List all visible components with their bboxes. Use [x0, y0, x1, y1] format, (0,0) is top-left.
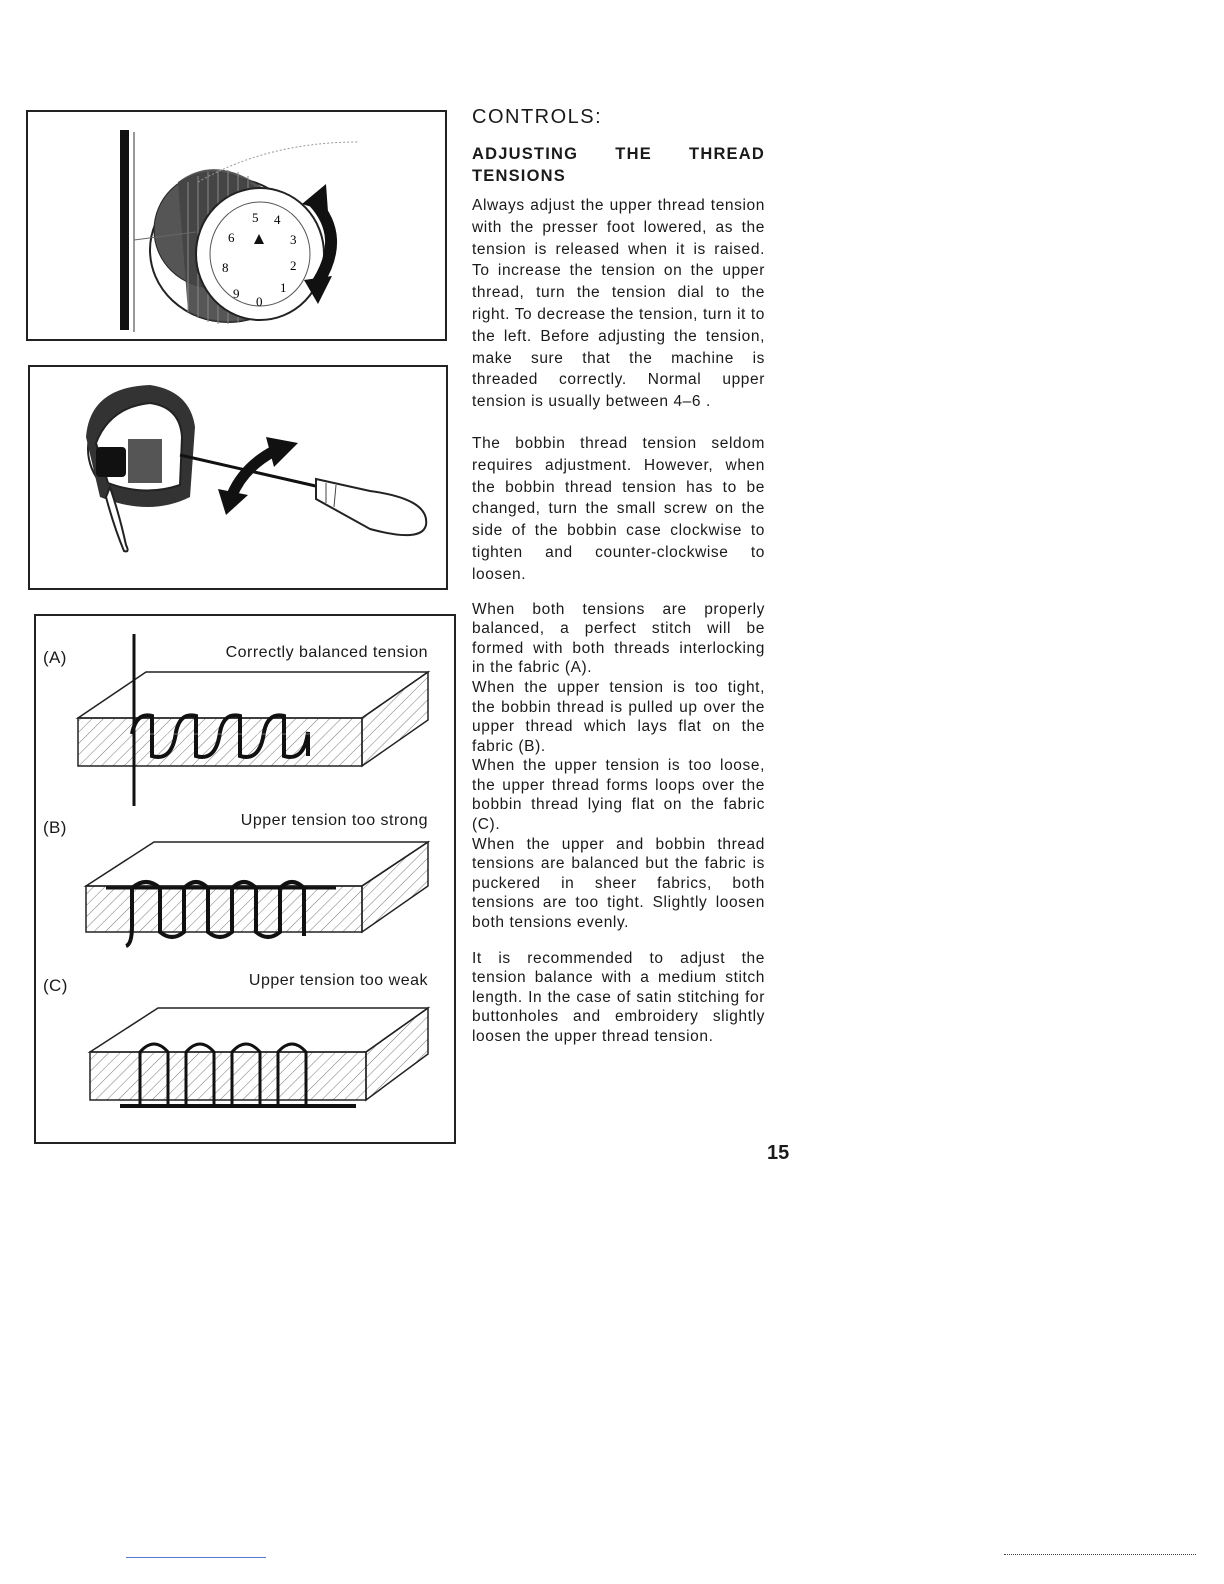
diagram-b-label: (B) — [43, 818, 67, 837]
paragraph-too-tight: When the upper tension is too tight, the bobbin thread is pulled up over the upper thread which lays flat on the fabric (B). — [472, 678, 765, 755]
subheading-line-2: TENSIONS — [472, 167, 566, 185]
dial-number: 6 — [228, 230, 235, 245]
bottom-rule-left — [126, 1557, 266, 1558]
bottom-rule-right — [1004, 1554, 1196, 1555]
tension-diagrams-figure — [34, 614, 456, 1144]
diagram-b-caption: Upper tension too strong — [240, 812, 428, 829]
diagram-a-fabric — [78, 634, 428, 806]
section-heading: CONTROLS: — [472, 106, 603, 128]
dial-number: 0 — [256, 294, 263, 309]
paragraph-puckered: When the upper and bobbin thread tensions are balanced but the fabric is puckered in sheer fabrics, both tensions are too tight. Slightly loosen both tensions evenly. — [472, 835, 765, 932]
tension-dial-illustration — [28, 112, 445, 339]
diagram-b-fabric — [86, 842, 428, 946]
subheading-line-1: ADJUSTING THE THREAD — [472, 145, 765, 163]
dial-number: 5 — [252, 210, 259, 225]
dial-number: 4 — [274, 212, 281, 227]
diagram-a-caption: Correctly balanced tension — [225, 644, 428, 661]
bobbin-case-illustration — [30, 367, 446, 588]
dial-number: 2 — [290, 258, 297, 273]
bobbin-case-figure — [28, 365, 448, 590]
paragraph-bobbin-tension: The bobbin thread tension seldom requires adjustment. However, when the bobbin thread tension has to be changed, turn the small screw on the side of the bobbin case clockwise to tighten and counter-clockwise to loosen. — [472, 434, 765, 583]
paragraph-too-loose: When the upper tension is too loose, the upper thread forms loops over the bobbin thread lying flat on the fabric (C). — [472, 757, 765, 834]
paragraph-recommendation: It is recommended to adjust the tension balance with a medium stitch length. In the case of satin stitching for buttonholes and embroidery slightly loosen the upper thread tension. — [472, 949, 765, 1046]
text-column — [472, 106, 765, 1047]
tension-dial-figure — [26, 110, 447, 341]
section-subheading — [472, 143, 765, 187]
page-number: 15 — [767, 1142, 790, 1164]
dial-number: 8 — [222, 260, 229, 275]
stitch-diagrams — [36, 616, 454, 1142]
dial-number: 3 — [290, 232, 297, 247]
diagram-a-label: (A) — [43, 648, 67, 667]
dial-number: 1 — [280, 280, 287, 295]
diagram-c-caption: Upper tension too weak — [248, 972, 428, 989]
diagram-c-label: (C) — [43, 976, 68, 995]
paragraph-upper-tension: Always adjust the upper thread tension with the presser foot lowered, as the tension is released when it is raised. To increase the tension on the upper thread, turn the tension dial to the right. To decrease the tension, turn it to the left. Before adjusting the tension, make sure that the machine is threaded correctly. Normal upper tension is usually between 4–6 . — [472, 197, 765, 411]
dial-number: 9 — [233, 286, 240, 301]
diagram-c-fabric — [90, 1008, 428, 1106]
paragraph-balanced: When both tensions are properly balanced, a perfect stitch will be formed with both threads interlocking in the fabric (A). — [472, 600, 765, 677]
